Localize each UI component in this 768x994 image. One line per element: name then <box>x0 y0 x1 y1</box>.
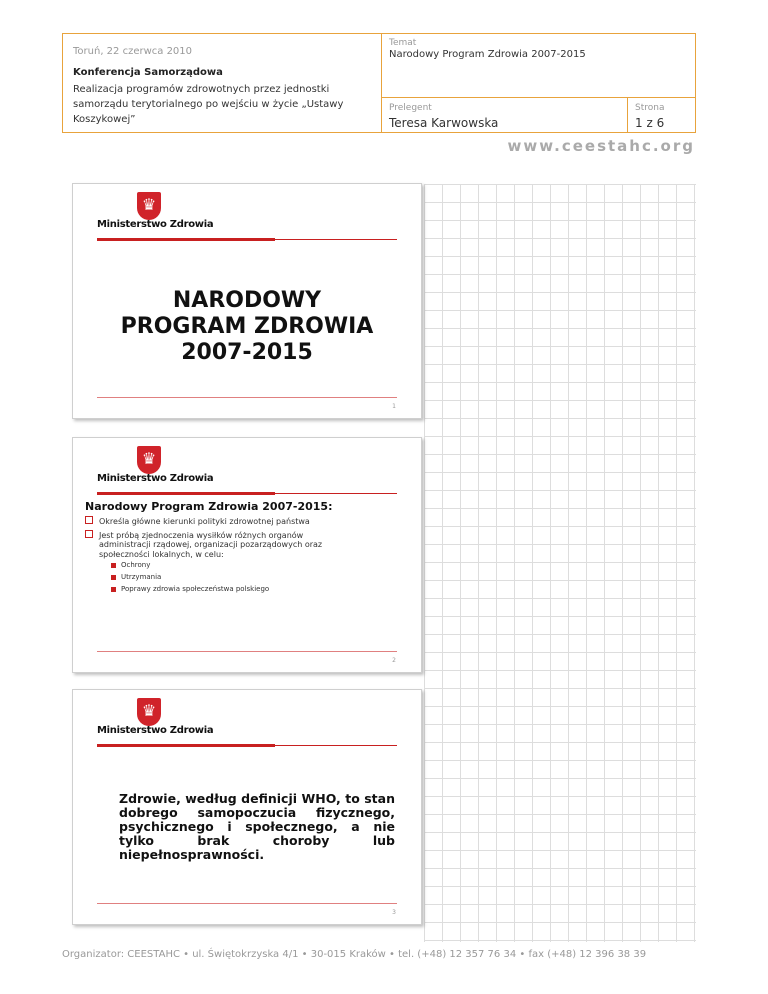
ministry-logo-text: Ministerstwo Zdrowia <box>97 219 214 230</box>
topic-value: Narodowy Program Zdrowia 2007-2015 <box>389 49 586 60</box>
red-line <box>275 493 397 494</box>
slide-number: 3 <box>392 909 396 916</box>
conference-title: Konferencja Samorządowa <box>73 67 223 78</box>
divider <box>381 34 382 132</box>
slide-title: Narodowy Program Zdrowia 2007-2015: <box>85 500 333 513</box>
slide-3 <box>72 689 422 925</box>
slide-1 <box>72 183 422 419</box>
slide-title: NARODOWY PROGRAM ZDROWIA 2007-2015 <box>120 288 374 365</box>
slide-2 <box>72 437 422 673</box>
square-bullet-icon <box>111 563 116 568</box>
sub-bullet: Ochrony <box>121 561 151 569</box>
red-line <box>275 745 397 746</box>
square-bullet-icon <box>111 575 116 580</box>
eagle-emblem-icon: ♛ <box>137 698 161 726</box>
ministry-logo-text: Ministerstwo Zdrowia <box>97 725 214 736</box>
bullet-item-cont: administracji rządowej, organizacji pozarządowych oraz <box>99 540 323 549</box>
speaker-label: Prelegent <box>389 103 432 113</box>
date: Toruń, 22 czerwca 2010 <box>73 46 193 57</box>
page-value: 1 z 6 <box>635 116 665 130</box>
bullet-item-cont: społeczności lokalnych, w celu: <box>99 550 224 559</box>
who-definition-quote: Zdrowie, według definicji WHO, to stan dobrego samopoczucia fizycznego, psychicznego i społecznego, a nie tylko brak choroby lub niepełnosprawności. <box>119 791 395 862</box>
slide-footer-line <box>97 397 397 398</box>
slide-footer-line <box>97 651 397 652</box>
red-line <box>275 239 397 240</box>
checkbox-bullet-icon <box>85 530 93 538</box>
sub-bullet: Poprawy zdrowia społeczeństwa polskiego <box>121 585 270 593</box>
header-box <box>62 33 696 133</box>
slide-number: 1 <box>392 403 396 410</box>
eagle-emblem-icon: ♛ <box>137 192 161 220</box>
notes-grid <box>424 184 696 942</box>
page-label: Strona <box>635 103 665 113</box>
divider <box>627 97 628 132</box>
slide-footer-line <box>97 903 397 904</box>
speaker-value: Teresa Karwowska <box>389 116 499 130</box>
red-bar <box>97 492 275 495</box>
checkbox-bullet-icon <box>85 516 93 524</box>
topic-label: Temat <box>389 38 417 48</box>
square-bullet-icon <box>111 587 116 592</box>
red-bar <box>97 744 275 747</box>
bullet-item: Określa główne kierunki polityki zdrowotnej państwa <box>85 516 310 527</box>
conference-description: Realizacja programów zdrowotnych przez jednostki samorządu terytorialnego po wejściu w życie „Ustawy Koszykowej” <box>73 84 344 125</box>
website-link[interactable]: www.ceestahc.org <box>507 137 695 155</box>
bullet-item: Jest próbą zjednoczenia wysiłków różnych organów <box>85 530 303 541</box>
page-footer: Organizator: CEESTAHC • ul. Świętokrzyska 4/1 • 30-015 Kraków • tel. (+48) 12 357 76 34 • fax (+48) 12 396 38 39 <box>62 949 647 960</box>
eagle-emblem-icon: ♛ <box>137 446 161 474</box>
sub-bullet: Utrzymania <box>121 573 162 581</box>
ministry-logo-text: Ministerstwo Zdrowia <box>97 473 214 484</box>
slide-number: 2 <box>392 657 396 664</box>
red-bar <box>97 238 275 241</box>
divider <box>381 97 695 98</box>
